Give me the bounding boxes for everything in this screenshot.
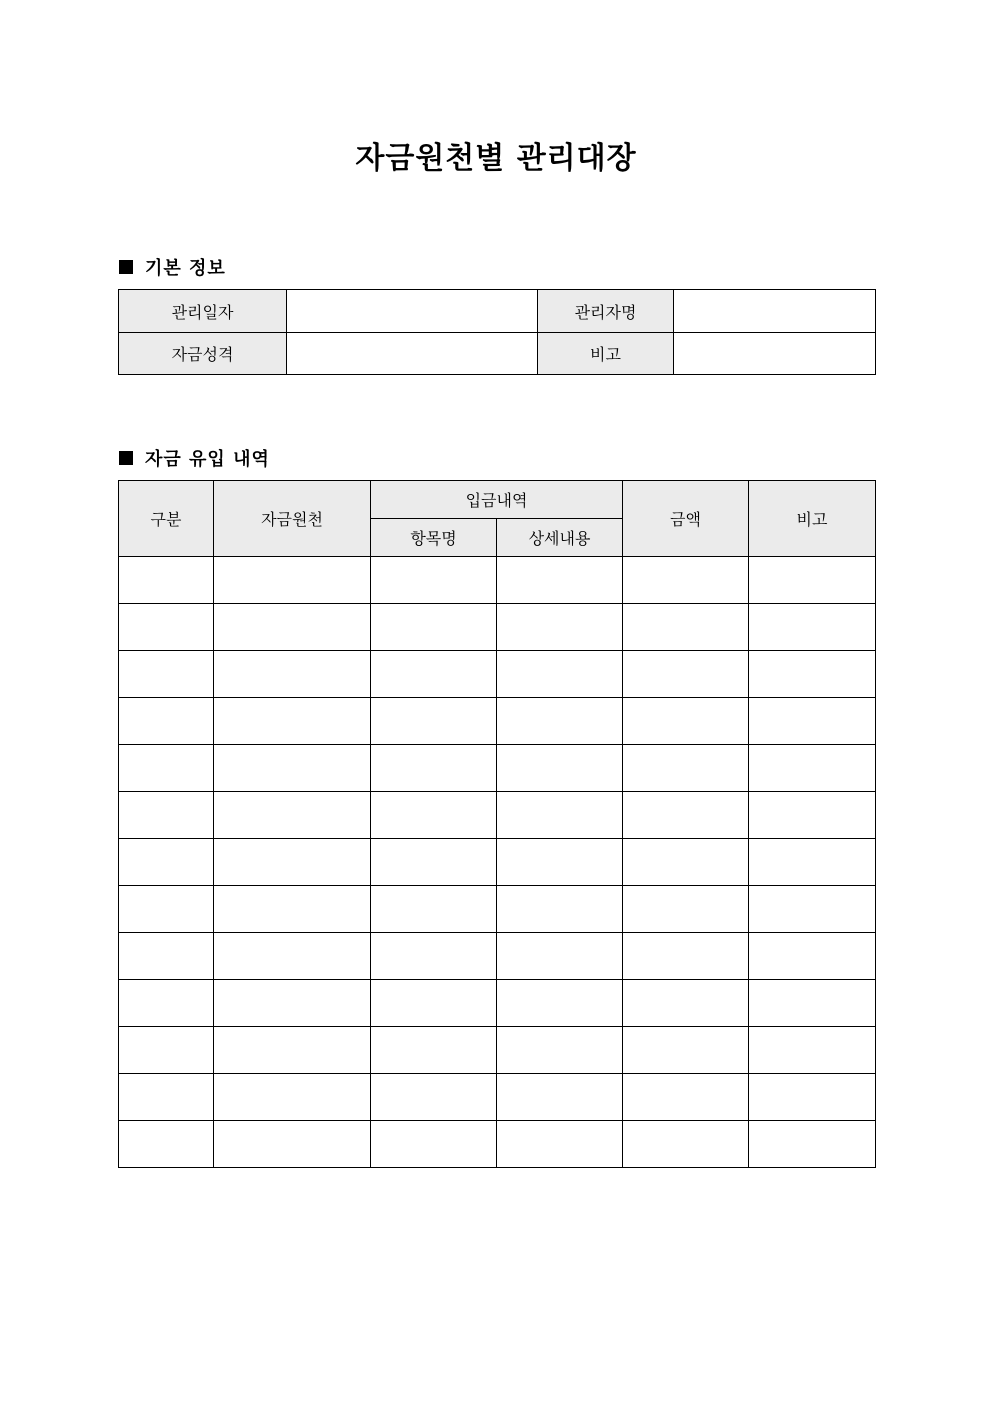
cell-detail[interactable]: [497, 557, 623, 604]
cell-amount[interactable]: [623, 557, 749, 604]
cell-item-name[interactable]: [371, 933, 497, 980]
field-remarks[interactable]: [674, 333, 876, 375]
cell-source[interactable]: [214, 933, 371, 980]
cell-item-name[interactable]: [371, 557, 497, 604]
cell-amount[interactable]: [623, 933, 749, 980]
cell-category[interactable]: [119, 886, 214, 933]
cell-detail[interactable]: [497, 933, 623, 980]
cell-note[interactable]: [749, 839, 876, 886]
cell-source[interactable]: [214, 604, 371, 651]
cell-category[interactable]: [119, 1074, 214, 1121]
table-row: [119, 557, 876, 604]
cell-item-name[interactable]: [371, 980, 497, 1027]
field-manage-date[interactable]: [287, 290, 538, 333]
cell-item-name[interactable]: [371, 745, 497, 792]
cell-note[interactable]: [749, 651, 876, 698]
table-row: [119, 980, 876, 1027]
cell-note[interactable]: [749, 745, 876, 792]
field-manager-name[interactable]: [674, 290, 876, 333]
cell-detail[interactable]: [497, 745, 623, 792]
table-row: [119, 1121, 876, 1168]
cell-category[interactable]: [119, 651, 214, 698]
col-header-note: 비고: [749, 481, 876, 557]
cell-amount[interactable]: [623, 980, 749, 1027]
cell-category[interactable]: [119, 933, 214, 980]
cell-note[interactable]: [749, 604, 876, 651]
cell-category[interactable]: [119, 745, 214, 792]
cell-item-name[interactable]: [371, 1027, 497, 1074]
cell-item-name[interactable]: [371, 604, 497, 651]
basic-info-row: [119, 290, 876, 333]
table-row: [119, 1027, 876, 1074]
cell-amount[interactable]: [623, 651, 749, 698]
cell-source[interactable]: [214, 1074, 371, 1121]
cell-category[interactable]: [119, 1121, 214, 1168]
cell-note[interactable]: [749, 980, 876, 1027]
col-header-item-name: 항목명: [371, 519, 497, 557]
basic-info-heading: [119, 254, 226, 280]
col-header-source: 자금원천: [214, 481, 371, 557]
cell-source[interactable]: [214, 698, 371, 745]
table-row: [119, 933, 876, 980]
cell-detail[interactable]: [497, 1027, 623, 1074]
cell-note[interactable]: [749, 792, 876, 839]
col-header-deposit-group: 입금내역: [371, 481, 623, 519]
table-row: [119, 1074, 876, 1121]
cell-detail[interactable]: [497, 886, 623, 933]
table-row: [119, 651, 876, 698]
cell-source[interactable]: [214, 792, 371, 839]
table-row: [119, 745, 876, 792]
cell-amount[interactable]: [623, 745, 749, 792]
cell-item-name[interactable]: [371, 839, 497, 886]
cell-amount[interactable]: [623, 604, 749, 651]
col-header-category: 구분: [119, 481, 214, 557]
cell-category[interactable]: [119, 604, 214, 651]
cell-detail[interactable]: [497, 839, 623, 886]
cell-category[interactable]: [119, 980, 214, 1027]
cell-source[interactable]: [214, 1027, 371, 1074]
cell-detail[interactable]: [497, 698, 623, 745]
cell-note[interactable]: [749, 1074, 876, 1121]
basic-info-row: [119, 333, 876, 375]
table-row: [119, 886, 876, 933]
label-remarks: 비고: [538, 333, 674, 375]
cell-item-name[interactable]: [371, 651, 497, 698]
field-fund-nature[interactable]: [287, 333, 538, 375]
cell-note[interactable]: [749, 1121, 876, 1168]
col-header-amount: 금액: [623, 481, 749, 557]
cell-item-name[interactable]: [371, 1121, 497, 1168]
cell-category[interactable]: [119, 792, 214, 839]
cell-amount[interactable]: [623, 1121, 749, 1168]
basic-info-heading-text: 기본 정보: [145, 258, 226, 279]
table-row: [119, 604, 876, 651]
table-row: [119, 839, 876, 886]
cell-amount[interactable]: [623, 1074, 749, 1121]
cell-item-name[interactable]: [371, 792, 497, 839]
inflow-header-row: [119, 481, 876, 519]
cell-source[interactable]: [214, 745, 371, 792]
cell-detail[interactable]: [497, 980, 623, 1027]
cell-source[interactable]: [214, 886, 371, 933]
cell-category[interactable]: [119, 1027, 214, 1074]
cell-amount[interactable]: [623, 792, 749, 839]
cell-detail[interactable]: [497, 1121, 623, 1168]
cell-amount[interactable]: [623, 839, 749, 886]
label-manager-name: 관리자명: [538, 290, 674, 333]
inflow-heading: [119, 445, 270, 471]
label-manage-date: 관리일자: [119, 290, 287, 333]
cell-detail[interactable]: [497, 651, 623, 698]
cell-detail[interactable]: [497, 1074, 623, 1121]
cell-category[interactable]: [119, 557, 214, 604]
cell-amount[interactable]: [623, 1027, 749, 1074]
inflow-table-body: [119, 557, 876, 1168]
table-row: [119, 792, 876, 839]
col-header-detail: 상세내용: [497, 519, 623, 557]
cell-note[interactable]: [749, 1027, 876, 1074]
square-bullet-icon: [119, 451, 133, 465]
cell-source[interactable]: [214, 651, 371, 698]
cell-category[interactable]: [119, 698, 214, 745]
table-row: [119, 698, 876, 745]
square-bullet-icon: [119, 260, 133, 274]
cell-source[interactable]: [214, 839, 371, 886]
cell-item-name[interactable]: [371, 1074, 497, 1121]
cell-detail[interactable]: [497, 792, 623, 839]
inflow-heading-text: 자금 유입 내역: [145, 449, 270, 470]
document-title: 자금원천별 관리대장: [355, 141, 637, 176]
cell-source[interactable]: [214, 557, 371, 604]
cell-amount[interactable]: [623, 698, 749, 745]
label-fund-nature: 자금성격: [119, 333, 287, 375]
cell-note[interactable]: [749, 886, 876, 933]
cell-item-name[interactable]: [371, 886, 497, 933]
cell-source[interactable]: [214, 1121, 371, 1168]
cell-note[interactable]: [749, 933, 876, 980]
cell-source[interactable]: [214, 980, 371, 1027]
cell-category[interactable]: [119, 839, 214, 886]
cell-amount[interactable]: [623, 886, 749, 933]
cell-note[interactable]: [749, 698, 876, 745]
inflow-table: [118, 480, 876, 1168]
cell-item-name[interactable]: [371, 698, 497, 745]
basic-info-table: [118, 289, 876, 375]
cell-detail[interactable]: [497, 604, 623, 651]
cell-note[interactable]: [749, 557, 876, 604]
